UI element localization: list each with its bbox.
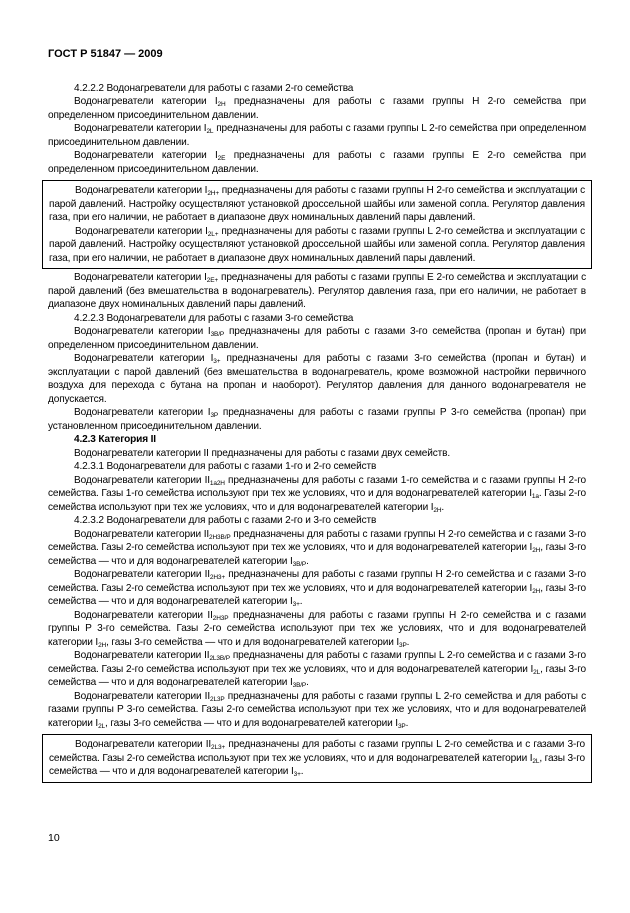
paragraph: Водонагреватели категории $I_{2L}$ предназначены для работы с газами группы L 2-го семейства при определенном присоединительном давлении. bbox=[48, 123, 586, 148]
paragraph: Водонагреватели категории $I_{2H}$ предназначены для работы с газами группы H 2-го семейства при определенном присоединительном давлении. bbox=[48, 96, 586, 121]
category-subscript: 3+ bbox=[293, 771, 301, 778]
paragraph: Водонагреватели категории $I_{3+}$ предназначены для работы с газами 3-го семейства (пропан и бутан) и эксплуатации с парой давлений (без вмешательства в водонагреватель, кроме возможной настройки первичного воздуха для перехода с бутана на пропан и наоборот). Регулятор давления для данного водонагревателя не допускается. bbox=[48, 353, 587, 405]
paragraph: Водонагреватели категории $II_{2L3P}$ предназначены для работы с газами группы L 2-го семейства и для работы с газами группы P 3-го семейства. Газы 2-го семейства используют при тех же условиях, что и для водонагревателей категории $I_{2L}$, газы 3-го семейства — что и для водонагревателей категории $I_{3P}$. bbox=[48, 690, 586, 730]
category-subscript: 3+ bbox=[213, 358, 221, 365]
category-subscript: 2L3+ bbox=[211, 744, 226, 751]
paragraph: Водонагреватели категории $II_{2L3B/P}$ предназначены для работы с газами группы L 2-го семейства и с газами 3-го семейства. Газы 2-го семейства используют при тех же условиях, что и для водонагревателей категории $I_{2L}$, газы 3-го семейства — что и для водонагревателей категории $I_{3B/P}$. bbox=[48, 650, 586, 689]
category-subscript: 2L bbox=[98, 722, 106, 730]
category-subscript: 2L bbox=[533, 668, 541, 676]
paragraph: Водонагреватели категории II предназначены для работы с газами двух семейств. bbox=[74, 447, 450, 459]
document-body bbox=[48, 82, 586, 783]
boxed-paragraph: Водонагреватели категории $I_{2H+}$ предназначены для работы с газами группы H 2-го семейства и эксплуатации с парой давлений. Настройку осуществляют установкой дроссельной шайбы или заменой сопла. Регулятор давления газа, при его наличии, не работает в диапазоне двух номинальных давлений пары давлений. bbox=[49, 185, 585, 223]
amendment-box bbox=[42, 180, 592, 269]
boxed-paragraph: Водонагреватели категории $II_{2L3+}$ предназначены для работы с газами группы L 2-го семейства и с газами 3-го семейства. Газы 2-го семейства используют при тех же условиях, что и для водонагревателей категории $I_{2L}$, газы 3-го семейства — что и для водонагревателей категории $I_{3+}$. bbox=[49, 739, 585, 778]
category-subscript: 2H bbox=[532, 587, 541, 595]
paragraph: Водонагреватели категории $I_{3P}$ предназначены для работы с газами группы P 3-го семейства (пропан) при установленном присоединительном давлении. bbox=[48, 407, 586, 432]
boxed-paragraph: Водонагреватели категории $I_{2L+}$ предназначены для работы с газами группы L 2-го семейства и эксплуатации с парой давлений. Настройку осуществляют установкой дроссельной шайбы или заменой сопла. Регулятор давления газа, при его наличии, не работает в диапазоне двух номинальных давлений пары давлений. bbox=[49, 225, 585, 264]
category-subscript: 3B/P bbox=[210, 331, 225, 338]
paragraph: Водонагреватели категории $II_{2H3B/P}$ предназначены для работы с газами группы H 2-го семейства и с газами 3-го семейства. Газы 2-го семейства используют при тех же условиях, что и для водонагревателей категории $I_{2H}$, газы 3-го семейства — что и для водонагревателей категории $I_{3B/P}$. bbox=[48, 528, 587, 568]
category-subscript: 1a2H bbox=[209, 479, 225, 487]
category-subscript: 2H bbox=[433, 506, 442, 514]
paragraph: 4.2.3.1 Водонагреватели для работы с газами 1-го и 2-го семейств bbox=[74, 461, 377, 472]
category-subscript: 2L bbox=[206, 128, 214, 135]
category-subscript: 3B/P bbox=[292, 560, 307, 568]
amendment-box bbox=[42, 734, 592, 783]
category-subscript: 2L+ bbox=[207, 230, 219, 238]
category-subscript: 2L bbox=[532, 757, 540, 765]
paragraph: Водонагреватели категории $II_{2H3P}$ предназначены для работы с газами группы H 2-го семейства и с газами группы P 3-го семейства. Газы 2-го семейства используют при тех же условиях, что и для водонагревателей категории $I_{2H}$, газы 3-го семейства — что и для водонагревателей категории $I_{3P}$. bbox=[48, 609, 586, 649]
category-subscript: 2H3P bbox=[212, 614, 229, 622]
paragraph: Водонагреватели категории $I_{2E+}$ предназначены для работы с газами группы E 2-го семейства и эксплуатации с парой давлений (без вмешательства в водонагреватель). Регулятор давления газа, при его наличии, не работает в диапазоне двух номинальных давлений пары давлений. bbox=[48, 272, 586, 310]
category-subscript: 2H3B/P bbox=[209, 533, 231, 541]
section-heading: 4.2.3 Категория II bbox=[74, 434, 156, 445]
category-subscript: 2L3P bbox=[209, 695, 225, 703]
category-subscript: 1a bbox=[531, 493, 539, 500]
paragraph: Водонагреватели категории $I_{2E}$ предназначены для работы с газами группы E 2-го семейства при определенном присоединительном давлении. bbox=[48, 150, 586, 175]
category-subscript: 3+ bbox=[292, 601, 300, 608]
category-subscript: 3P bbox=[397, 722, 406, 730]
category-subscript: 2H bbox=[532, 547, 541, 554]
document-header: ГОСТ Р 51847 — 2009 bbox=[48, 48, 163, 60]
category-subscript: 2H3+ bbox=[209, 574, 226, 581]
category-subscript: 2H bbox=[217, 101, 226, 108]
category-subscript: 3P bbox=[210, 412, 219, 419]
category-subscript: 2E bbox=[217, 155, 226, 162]
category-subscript: 2H bbox=[98, 641, 107, 649]
category-subscript: 2L3B/P bbox=[209, 655, 230, 662]
category-subscript: 2H+ bbox=[207, 190, 219, 197]
category-subscript: 3B/P bbox=[292, 682, 307, 689]
paragraph: Водонагреватели категории $II_{2H3+}$ предназначены для работы с газами группы H 2-го семейства и с газами 3-го семейства. Газы 2-го семейства используют при тех же условиях, что и для водонагревателей категории $I_{2H}$, газы 3-го семейства — что и для водонагревателей категории $I_{3+}$. bbox=[48, 569, 587, 608]
category-subscript: 2E+ bbox=[206, 277, 219, 284]
paragraph: 4.2.3.2 Водонагреватели для работы с газами 2-го и 3-го семейств bbox=[74, 515, 377, 526]
category-subscript: 3P bbox=[399, 641, 407, 649]
paragraph: Водонагреватели категории $I_{3B/P}$ предназначены для работы с газами 3-го семейства (пропан и бутан) при определенном присоединительном давлении. bbox=[48, 326, 586, 351]
paragraph: Водонагреватели категории $II_{1a2H}$ предназначены для работы с газами 1-го семейства и с газами группы H 2-го семейства. Газы 1-го семейства используют при тех же условиях, что и для водонагревателей категории $I_{1a}$. Газы 2-го семейства используют при тех же условиях, что и для водонагревателей категории $I_{2H}$. bbox=[48, 474, 587, 514]
paragraph: 4.2.2.3 Водонагреватели для работы с газами 3-го семейства bbox=[74, 312, 354, 324]
document-page bbox=[48, 48, 586, 785]
page-number: 10 bbox=[48, 832, 60, 844]
paragraph: 4.2.2.2 Водонагреватели для работы с газами 2-го семейства bbox=[74, 82, 354, 94]
